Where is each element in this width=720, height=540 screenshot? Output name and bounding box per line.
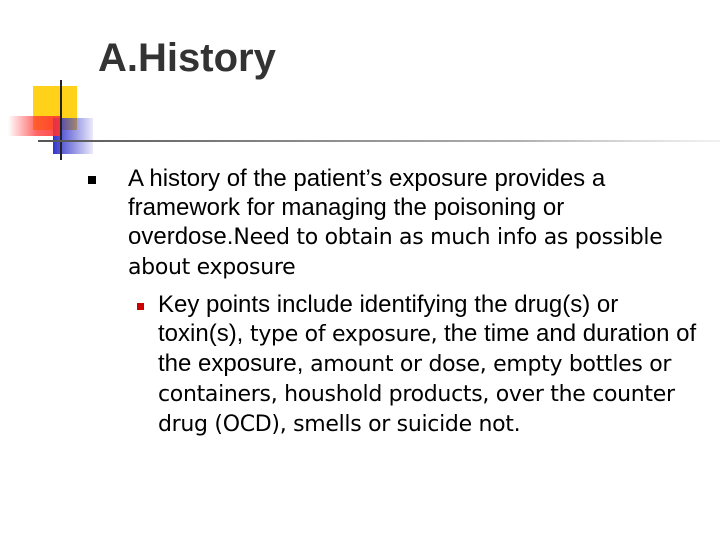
bullet-marker xyxy=(88,176,96,184)
title-decoration xyxy=(0,0,720,180)
blue-square xyxy=(53,118,93,154)
sub-bullet-marker xyxy=(137,303,144,310)
sub-bullet-text xyxy=(158,290,703,439)
yellow-square xyxy=(33,86,77,130)
horizontal-rule xyxy=(38,140,720,142)
slide-title: A.History xyxy=(98,36,276,80)
sub-bullet-part3: the time and duration of the exposure, xyxy=(158,320,697,377)
bullet-text-part1: A history of the patient’s exposure provides a framework for managing the poisoning or overdose. xyxy=(128,165,606,250)
bullet-text-part2: Need to obtain as much info as possible about exposure xyxy=(128,225,663,280)
sub-bullet-part1: Key points include identifying the drug(s) or toxin(s), xyxy=(158,291,619,347)
red-bar xyxy=(8,116,60,136)
sub-bullet-part4: amount or dose, empty bottles or containers, houshold products, over the counter drug (OCD), smells or suicide not. xyxy=(158,352,675,437)
bullet-text xyxy=(128,164,698,282)
sub-bullet-part2: type of exposure, xyxy=(250,322,438,347)
